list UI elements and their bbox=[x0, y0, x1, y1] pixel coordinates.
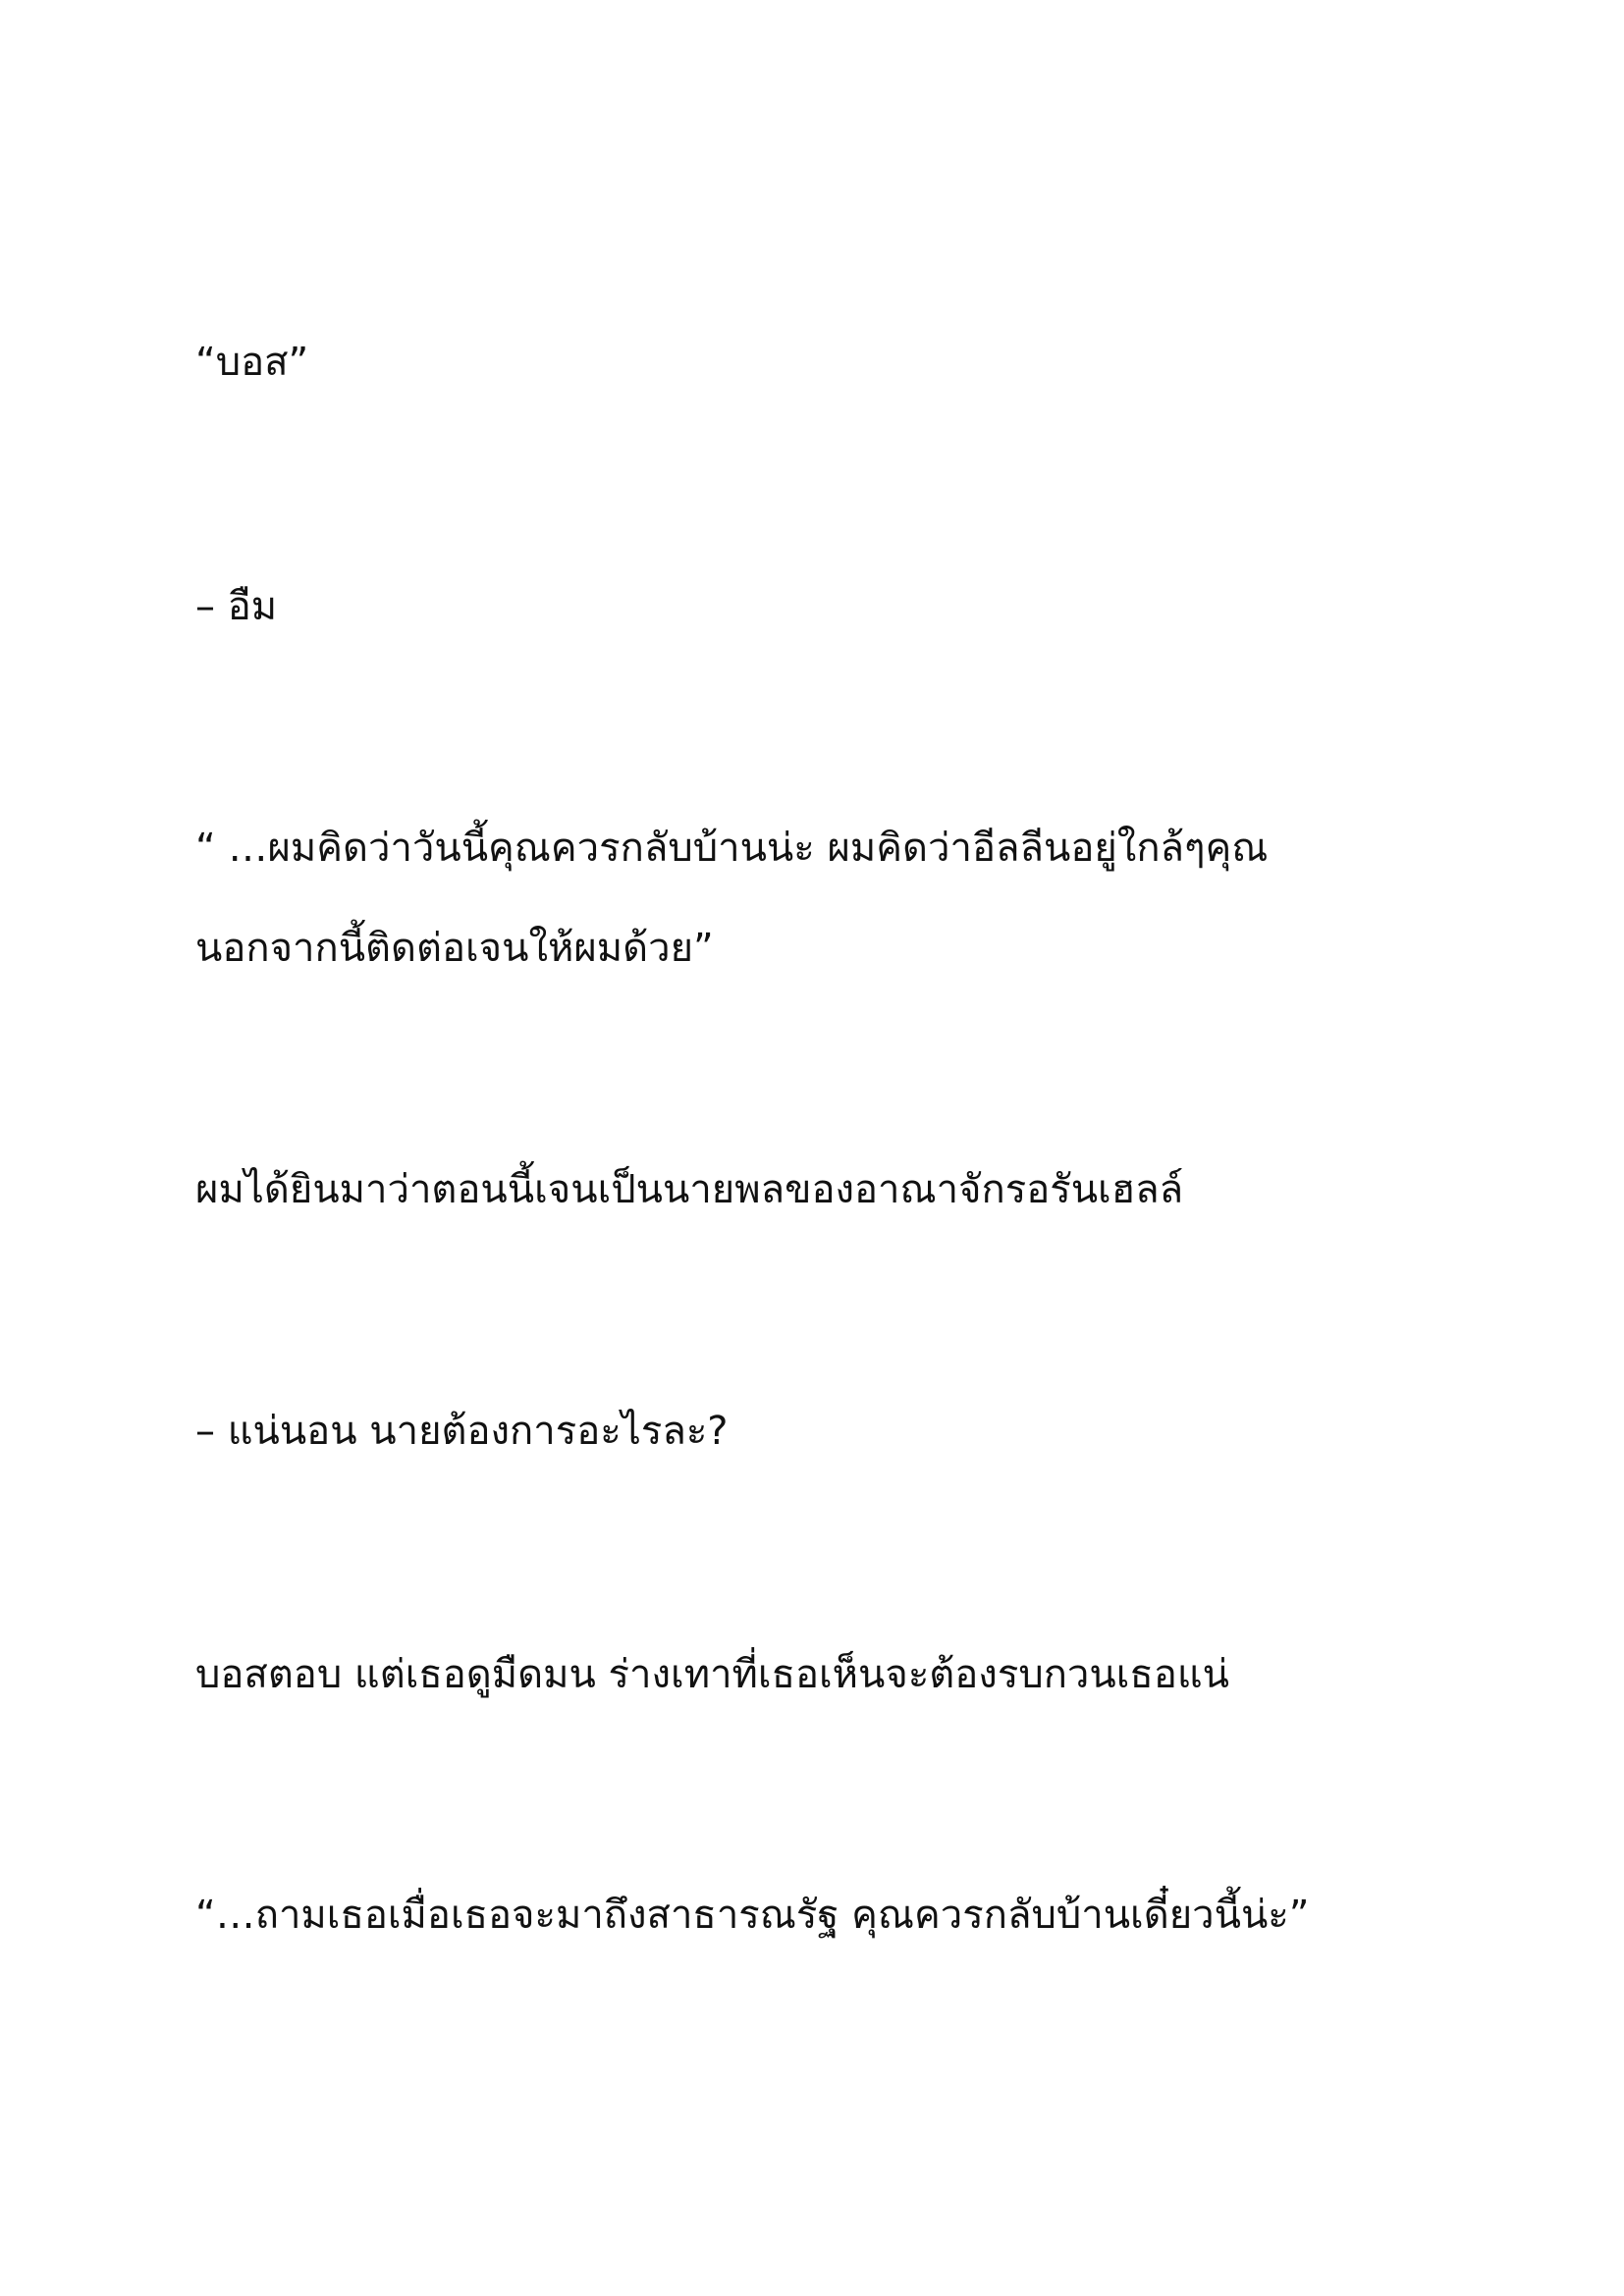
paragraph-boss-call bbox=[195, 312, 1433, 412]
text-line: “บอส” bbox=[195, 340, 309, 385]
paragraph-ask-her bbox=[195, 1865, 1433, 1965]
paragraph-go-home bbox=[195, 798, 1433, 998]
text-line: – แน่นอน นายต้องการอะไรละ? bbox=[195, 1409, 729, 1454]
text-line: “…ถามเธอเมื่อเธอจะมาถึงสาธารณรัฐ คุณควรกลับบ้านเดี๋ยวนี้น่ะ” bbox=[195, 1893, 1310, 1938]
paragraph-reply-um bbox=[195, 557, 1433, 657]
text-line: “ …ผมคิดว่าวันนี้คุณควรกลับบ้านน่ะ ผมคิดว่าอีลลีนอยู่ใกล้ๆคุณ bbox=[195, 826, 1269, 871]
paragraph-boss-answer bbox=[195, 1625, 1433, 1725]
paragraph-of-course bbox=[195, 1381, 1433, 1481]
text-line: – อืม bbox=[195, 584, 278, 629]
text-line: บอสตอบ แต่เธอดูมืดมน ร่างเทาที่เธอเห็นจะต้องรบกวนเธอแน่ bbox=[195, 1652, 1229, 1697]
text-line: นอกจากนี้ติดต่อเจนให้ผมด้วย” bbox=[195, 926, 714, 971]
text-line: ผมได้ยินมาว่าตอนนี้เจนเป็นนายพลของอาณาจักรอรันเฮลล์ bbox=[195, 1167, 1184, 1212]
paragraph-jane-general bbox=[195, 1140, 1433, 1240]
